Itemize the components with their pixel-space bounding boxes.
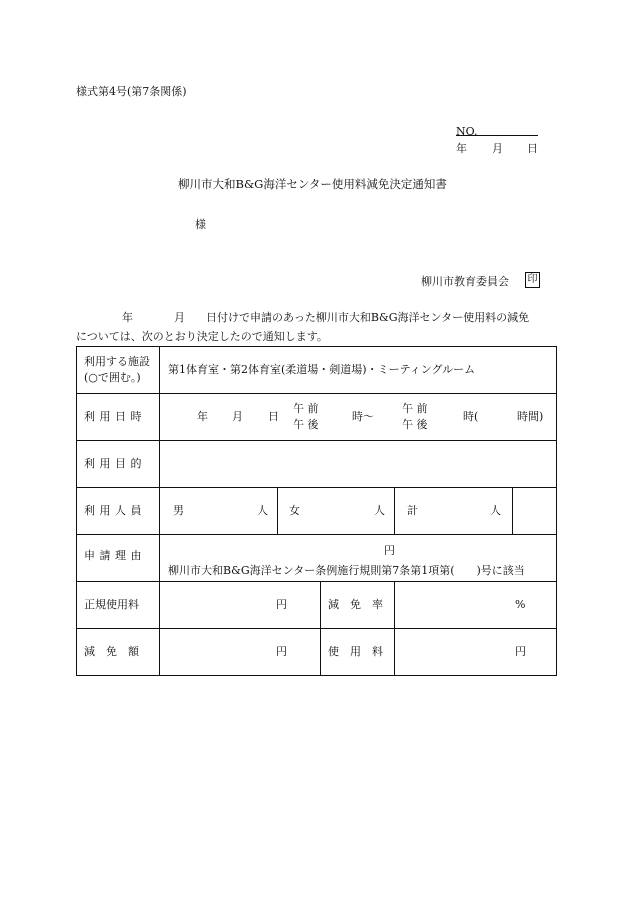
document-number-label: NO.	[456, 125, 478, 138]
reason-yen: 円	[384, 544, 395, 557]
label-column-divider	[159, 346, 160, 676]
end-hour: 時(	[463, 410, 479, 423]
duration-hours: 時間)	[517, 410, 544, 423]
body-month-label: 月	[174, 311, 185, 324]
datetime-month: 月	[232, 410, 243, 423]
body-year-label: 年	[122, 311, 133, 324]
male-unit: 人	[257, 504, 268, 517]
people-divider	[277, 487, 278, 534]
row-divider	[76, 534, 557, 535]
datetime-year: 年	[197, 410, 208, 423]
datetime-label: 利 用 日 時	[84, 410, 142, 423]
row-divider	[76, 628, 557, 629]
reason-label: 申 請 理 由	[84, 549, 142, 562]
addressee-honorific: 様	[195, 218, 206, 231]
reduction-notice-table	[76, 346, 557, 676]
body-line-1	[0, 312, 630, 324]
date-month-label: 月	[492, 142, 503, 155]
document-title: 柳川市大和B&G海洋センター使用料減免決定通知書	[178, 177, 447, 191]
fee-divider	[394, 581, 395, 675]
table-border-left	[76, 346, 77, 676]
regular-fee-label: 正規使用料	[84, 598, 139, 611]
people-label: 利 用 人 員	[84, 504, 142, 517]
start-am: 午 前	[293, 402, 319, 415]
date-day-label: 日	[527, 142, 538, 155]
seal-stamp: 印	[525, 272, 540, 288]
form-number: 様式第4号(第7条関係)	[76, 85, 187, 98]
end-am: 午 前	[402, 402, 428, 415]
female-label: 女	[289, 504, 300, 517]
row-divider	[76, 581, 557, 582]
facility-options: 第1体育室・第2体育室(柔道場・剣道場)・ミーティングルーム	[168, 363, 476, 376]
row-divider	[76, 393, 557, 394]
female-unit: 人	[374, 504, 385, 517]
total-label: 計	[407, 504, 418, 517]
document-number-underline	[456, 135, 538, 136]
end-pm: 午 後	[402, 418, 428, 431]
start-hour: 時～	[352, 410, 374, 423]
people-divider	[394, 487, 395, 534]
reason-regulation-text: 柳川市大和B&G海洋センター条例施行規則第7条第1項第( )号に該当	[168, 564, 525, 577]
facility-label-line2: (○で囲む。)	[84, 371, 141, 384]
male-label: 男	[173, 504, 184, 517]
people-divider	[512, 487, 513, 534]
table-border-bottom	[76, 675, 557, 676]
regular-fee-unit: 円	[276, 598, 287, 611]
date-year-label: 年	[456, 142, 467, 155]
usage-fee-unit: 円	[515, 645, 526, 658]
total-unit: 人	[490, 504, 501, 517]
issuer-name: 柳川市教育委員会	[421, 275, 509, 288]
facility-label-line1: 利用する施設	[84, 355, 150, 368]
reduction-rate-label: 減 免 率	[328, 598, 383, 611]
datetime-day: 日	[268, 410, 279, 423]
table-border-top	[76, 346, 557, 347]
body-text-line1: 日付けで申請のあった柳川市大和B&G海洋センター使用料の減免	[206, 311, 530, 324]
usage-fee-label: 使 用 料	[328, 645, 383, 658]
row-divider	[76, 440, 557, 441]
reduction-amount-unit: 円	[276, 645, 287, 658]
reduction-rate-unit: %	[515, 598, 526, 611]
reduction-amount-label: 減 免 額	[84, 645, 139, 658]
table-border-right	[556, 346, 557, 676]
body-line-2: については、次のとおり決定したので通知します。	[76, 330, 328, 343]
start-pm: 午 後	[293, 418, 319, 431]
purpose-label: 利 用 目 的	[84, 457, 142, 470]
row-divider	[76, 487, 557, 488]
fee-divider	[320, 581, 321, 675]
